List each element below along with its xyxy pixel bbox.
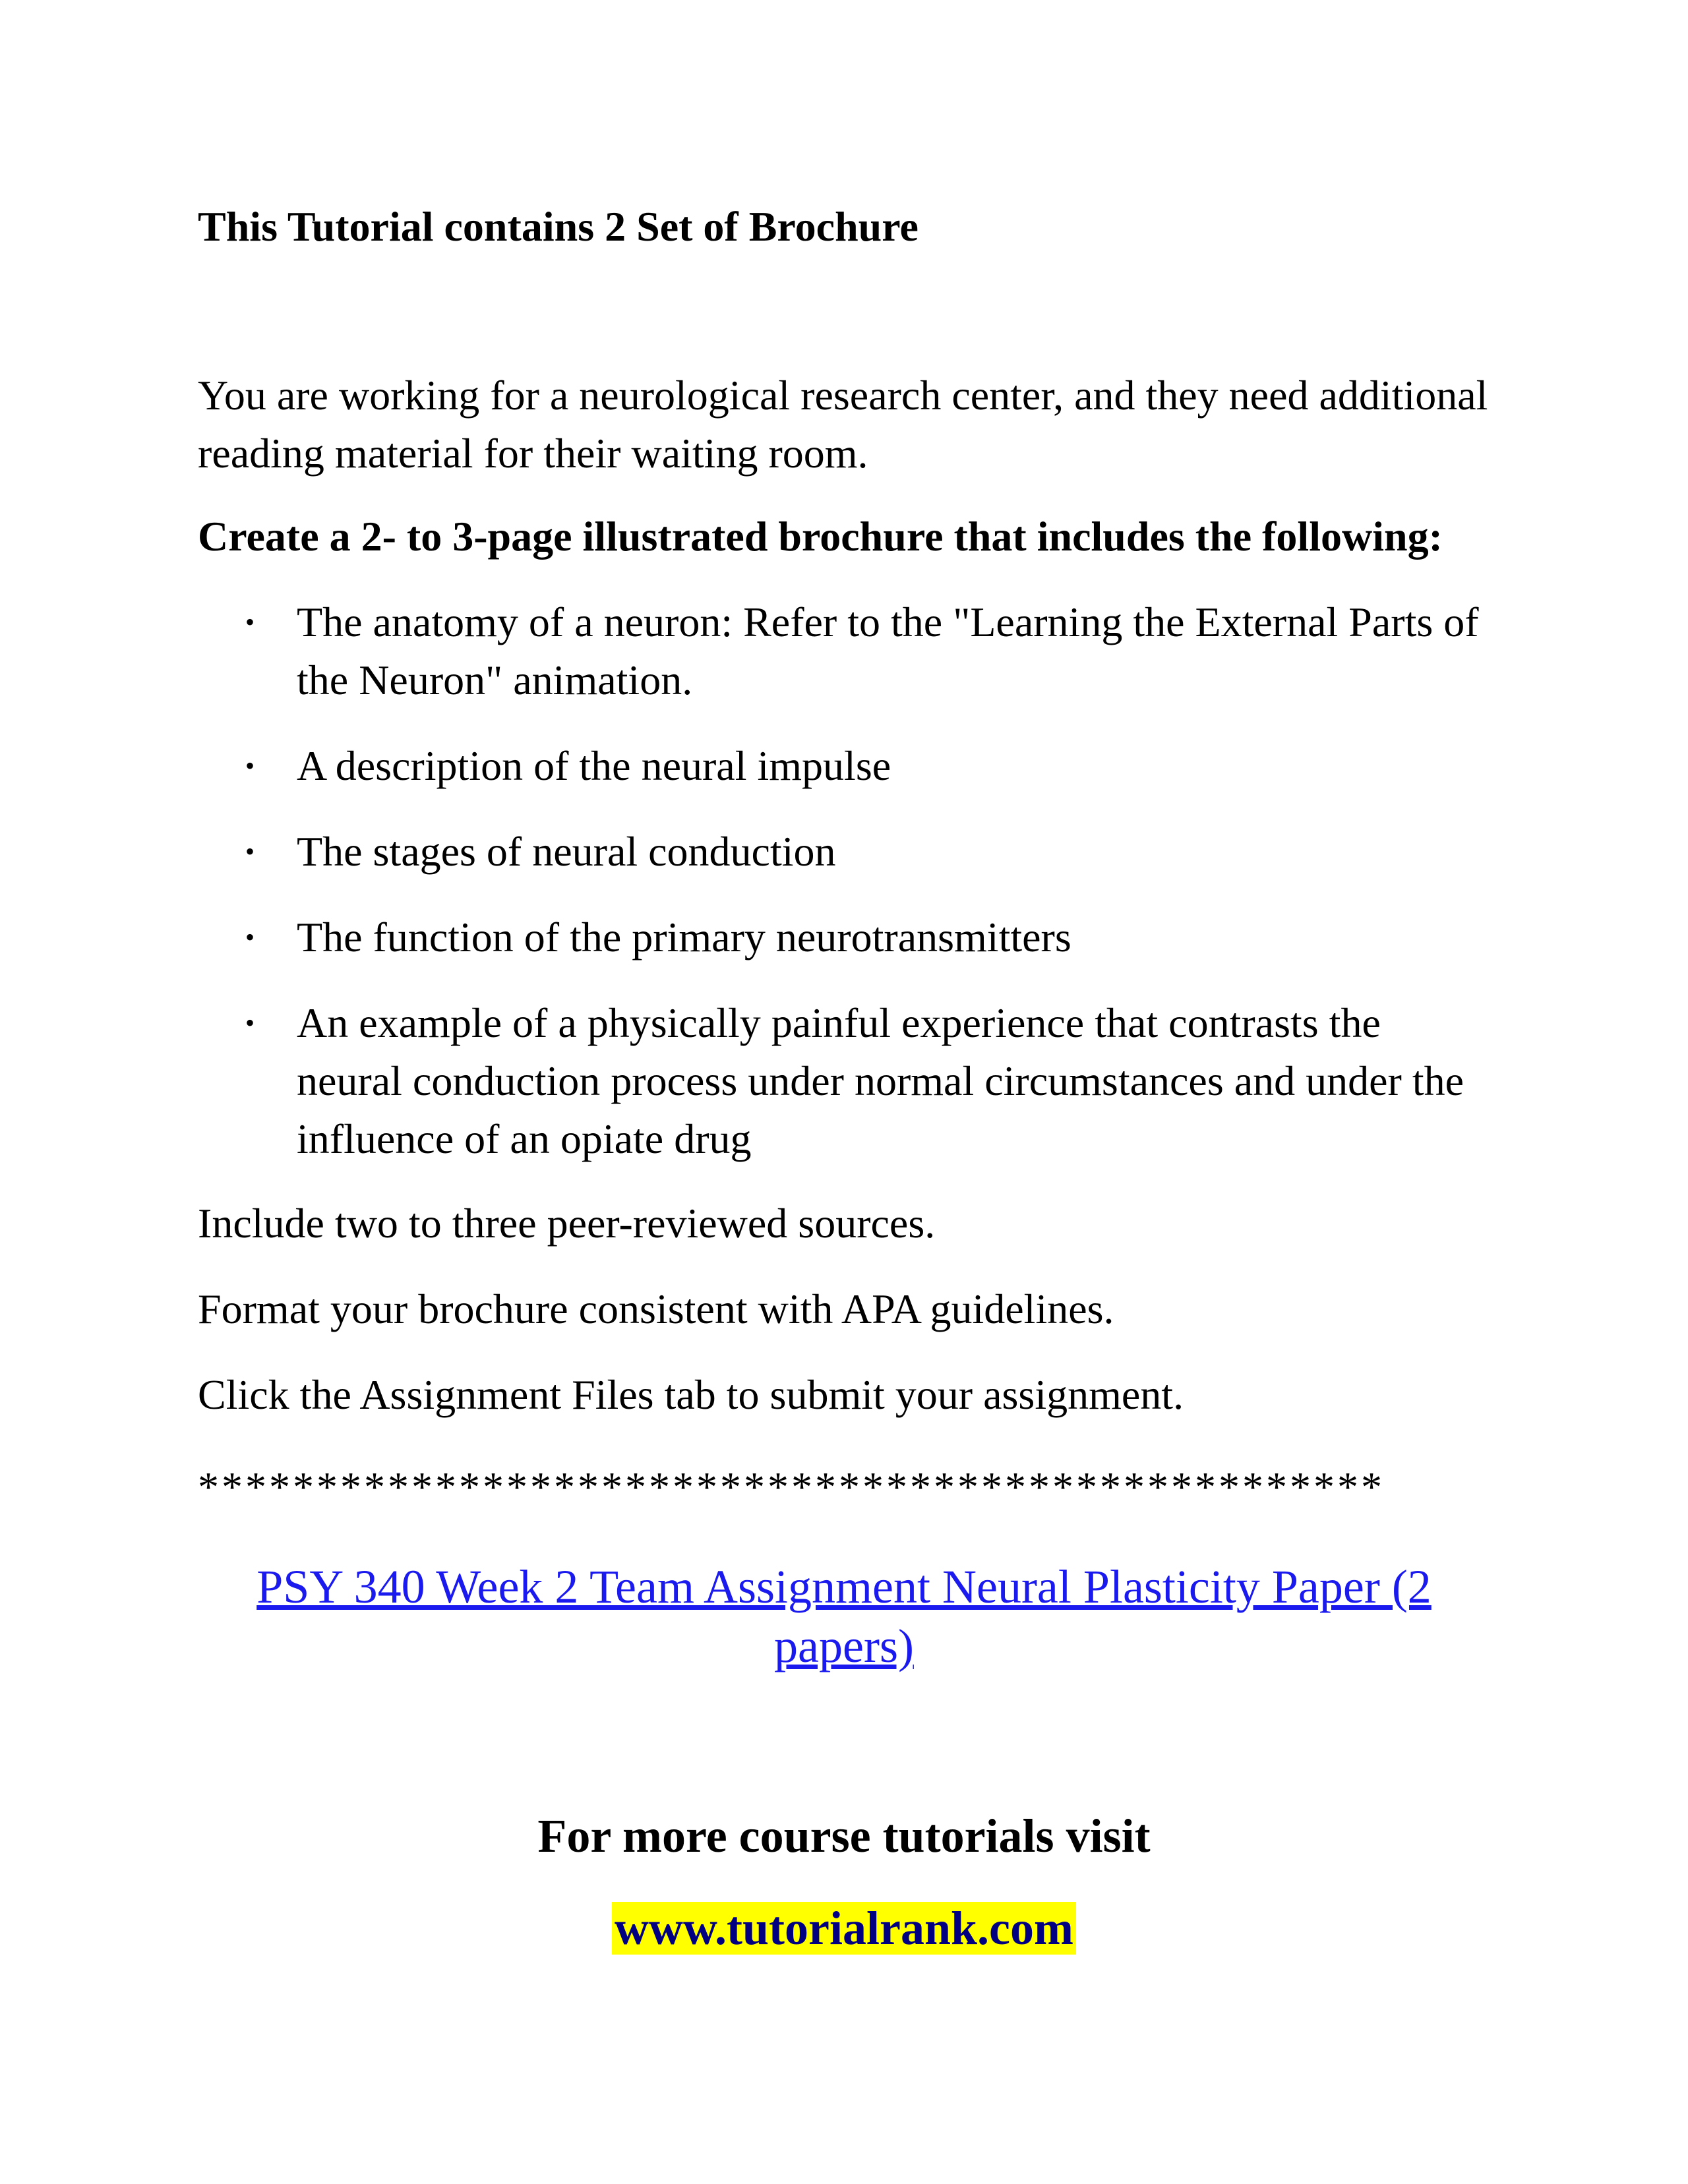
sources-paragraph: Include two to three peer-reviewed sources.	[198, 1200, 936, 1247]
list-item	[198, 823, 1490, 881]
list-item-text: The function of the primary neurotransmitters	[297, 914, 1071, 960]
site-url[interactable]: www.tutorialrank.com	[612, 1902, 1076, 1955]
visit-heading: For more course tutorials visit	[537, 1810, 1151, 1862]
list-item-text: The anatomy of a neuron: Refer to the "Learning the External Parts of the Neuron" animation.	[297, 599, 1479, 703]
bullet-icon: •	[245, 607, 255, 637]
list-item-text: The stages of neural conduction	[297, 828, 836, 875]
list-item-text: An example of a physically painful experience that contrasts the neural conduction process under normal circumstances and under the influence of an opiate drug	[297, 999, 1464, 1162]
site-container	[0, 1899, 1688, 1958]
separator-line: **************************************************	[198, 1463, 1385, 1510]
submit-paragraph: Click the Assignment Files tab to submit your assignment.	[198, 1371, 1184, 1418]
list-item	[198, 737, 1490, 795]
bullet-icon: •	[245, 1008, 255, 1038]
page-title: This Tutorial contains 2 Set of Brochure	[198, 203, 919, 250]
list-item	[198, 908, 1490, 966]
intro-paragraph: You are working for a neurological research center, and they need additional reading material for their waiting room.	[198, 372, 1488, 477]
requirements-heading: Create a 2- to 3-page illustrated brochure that includes the following:	[198, 513, 1443, 560]
bullet-icon: •	[245, 751, 255, 781]
list-item	[198, 994, 1490, 1168]
related-link-container	[198, 1557, 1490, 1676]
format-paragraph: Format your brochure consistent with APA guidelines.	[198, 1285, 1114, 1332]
bullet-icon: •	[245, 922, 255, 952]
requirements-list	[198, 593, 1490, 1196]
list-item	[198, 593, 1490, 709]
related-tutorial-link[interactable]: PSY 340 Week 2 Team Assignment Neural Plasticity Paper (2 papers)	[256, 1560, 1432, 1672]
bullet-icon: •	[245, 837, 255, 866]
list-item-text: A description of the neural impulse	[297, 742, 891, 789]
